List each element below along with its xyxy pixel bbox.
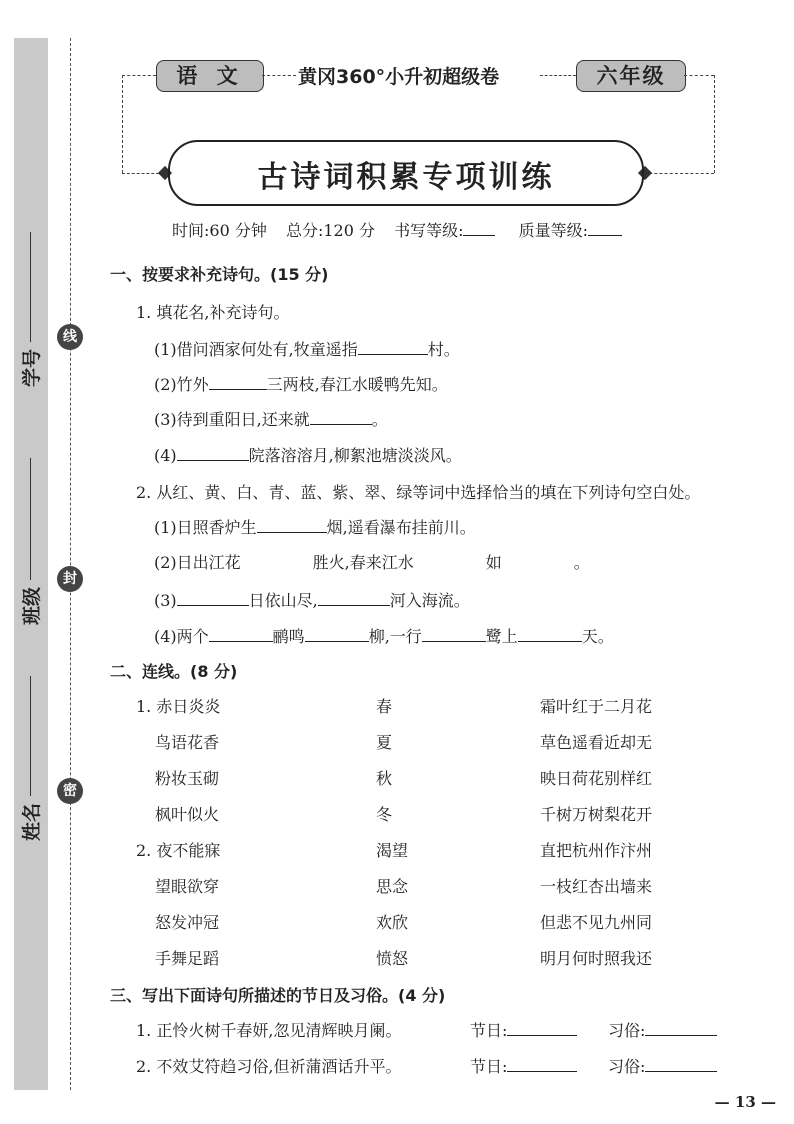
text: (3) <box>154 591 177 610</box>
answer-blank[interactable] <box>257 518 327 533</box>
text: 如 <box>485 553 502 572</box>
match-mid-item[interactable]: 夏 <box>376 733 393 752</box>
answer-blank[interactable] <box>318 591 390 606</box>
question-1-4 <box>154 443 462 466</box>
answer-blank[interactable] <box>177 446 249 461</box>
frame-line <box>684 75 714 76</box>
text: 河入海流。 <box>389 591 470 610</box>
custom-1 <box>608 1018 717 1041</box>
binding-margin <box>14 38 48 1090</box>
question-1-1 <box>154 337 460 360</box>
question-2-4 <box>154 624 614 647</box>
quality-grade-label: 质量等级: <box>518 221 588 240</box>
custom-2 <box>608 1054 717 1077</box>
text: 。 <box>371 410 388 429</box>
time-info: 时间:60 分钟 <box>172 221 267 240</box>
series-title: 黄冈360°小升初超级卷 <box>298 66 500 88</box>
text: 胜火,春来江水 <box>312 553 414 572</box>
match-right-item[interactable]: 霜叶红于二月花 <box>540 697 653 716</box>
match-right-item[interactable]: 明月何时照我还 <box>540 949 653 968</box>
seal-mark-line: 线 <box>57 324 83 350</box>
match-right-item[interactable]: 千树万树梨花开 <box>540 805 653 824</box>
answer-blank[interactable] <box>177 591 249 606</box>
text: (2)竹外 <box>154 375 209 394</box>
answer-blank[interactable] <box>209 375 267 390</box>
frame-line <box>262 75 296 76</box>
frame-line <box>122 75 123 173</box>
answer-blank[interactable] <box>422 627 486 642</box>
match-mid-item[interactable]: 春 <box>376 697 393 716</box>
match-mid-item[interactable]: 思念 <box>376 877 409 896</box>
text: 院落溶溶月,柳絮池塘淡淡风。 <box>248 446 462 465</box>
frame-line <box>122 75 156 76</box>
festival-label: 节日: <box>470 1021 508 1040</box>
section1-heading: 一、按要求补充诗句。(15 分) <box>110 265 329 284</box>
match-mid-item[interactable]: 愤怒 <box>376 949 409 968</box>
name-field[interactable] <box>30 676 31 796</box>
festival-field[interactable] <box>507 1021 577 1036</box>
class-field[interactable] <box>30 458 31 580</box>
text: (4)两个 <box>154 627 209 646</box>
answer-blank[interactable] <box>358 340 428 355</box>
seal-mark-secret: 密 <box>57 778 83 804</box>
text: (2)日出江花 <box>154 553 241 572</box>
text: 日依山尽, <box>248 591 318 610</box>
text: (3)待到重阳日,还来就 <box>154 410 310 429</box>
match-right-item[interactable]: 但悲不见九州同 <box>540 913 653 932</box>
answer-blank[interactable] <box>310 410 372 425</box>
total-info: 总分:120 分 <box>285 221 375 240</box>
festival-label: 节日: <box>470 1057 508 1076</box>
frame-line <box>540 75 576 76</box>
writing-grade-label: 书写等级: <box>394 221 464 240</box>
text: 柳,一行 <box>368 627 422 646</box>
festival-2 <box>470 1054 577 1077</box>
text: 村。 <box>427 340 460 359</box>
match-left-item[interactable]: 望眼欲穿 <box>155 877 220 896</box>
question-2: 2. 从红、黄、白、青、蓝、紫、翠、绿等词中选择恰当的填在下列诗句空白处。 <box>136 483 701 502</box>
student-id-field[interactable] <box>30 232 31 342</box>
quality-grade-field[interactable] <box>588 221 622 236</box>
text: (1)借问酒家何处有,牧童遥指 <box>154 340 358 359</box>
text: 鹭上 <box>485 627 518 646</box>
question-1-3 <box>154 407 388 430</box>
text: 烟,遥看瀑布挂前川。 <box>326 518 476 537</box>
question-1-2 <box>154 372 448 395</box>
match-left-item[interactable]: 粉妆玉砌 <box>155 769 220 788</box>
match-left-item[interactable]: 鸟语花香 <box>155 733 220 752</box>
custom-field[interactable] <box>645 1021 717 1036</box>
match-mid-item[interactable]: 秋 <box>376 769 393 788</box>
match-left-item[interactable]: 枫叶似火 <box>155 805 220 824</box>
answer-blank[interactable] <box>305 627 369 642</box>
text: 。 <box>573 553 590 572</box>
match-right-item[interactable]: 直把杭州作汴州 <box>540 841 653 860</box>
page-title: 古诗词积累专项训练 <box>257 160 555 195</box>
festival-field[interactable] <box>507 1057 577 1072</box>
question-2-1 <box>154 515 476 538</box>
match-mid-item[interactable]: 渴望 <box>376 841 409 860</box>
exam-info <box>172 218 636 241</box>
student-id-label: 学号 <box>21 349 43 388</box>
match-left-item[interactable]: 手舞足蹈 <box>155 949 220 968</box>
cut-line <box>70 38 71 1090</box>
match-left-item[interactable]: 怒发冲冠 <box>155 913 220 932</box>
question-2-2 <box>154 550 590 573</box>
custom-label: 习俗: <box>608 1057 646 1076</box>
text: 鹂鸣 <box>272 627 305 646</box>
match-left-item[interactable]: 1. 赤日炎炎 <box>136 697 221 716</box>
grade-pill: 六年级 <box>576 60 686 92</box>
custom-label: 习俗: <box>608 1021 646 1040</box>
text: 天。 <box>581 627 614 646</box>
festival-1 <box>470 1018 577 1041</box>
subject-pill: 语 文 <box>156 60 264 92</box>
custom-field[interactable] <box>645 1057 717 1072</box>
section2-heading: 二、连线。(8 分) <box>110 662 238 681</box>
frame-line <box>644 173 714 174</box>
answer-blank[interactable] <box>209 627 273 642</box>
class-label: 班级 <box>21 587 43 626</box>
writing-grade-field[interactable] <box>463 221 495 236</box>
page-number: — 13 — <box>714 1093 776 1111</box>
text: (1)日照香炉生 <box>154 518 257 537</box>
section3-heading: 三、写出下面诗句所描述的节日及习俗。(4 分) <box>110 986 446 1005</box>
match-right-item[interactable]: 映日荷花别样红 <box>540 769 653 788</box>
name-label: 姓名 <box>21 803 43 842</box>
match-mid-item[interactable]: 欢欣 <box>376 913 409 932</box>
match-right-item[interactable]: 一枝红杏出墙来 <box>540 877 653 896</box>
match-mid-item[interactable]: 冬 <box>376 805 393 824</box>
answer-blank[interactable] <box>518 627 582 642</box>
match-right-item[interactable]: 草色遥看近却无 <box>540 733 653 752</box>
match-left-item[interactable]: 2. 夜不能寐 <box>136 841 221 860</box>
section3-question-1: 1. 正怜火树千春妍,忽见清辉映月阑。 <box>136 1021 402 1040</box>
text: (4) <box>154 446 177 465</box>
frame-line <box>714 75 715 173</box>
question-1: 1. 填花名,补充诗句。 <box>136 303 290 322</box>
seal-mark-seal: 封 <box>57 566 83 592</box>
text: 三两枝,春江水暖鸭先知。 <box>266 375 448 394</box>
question-2-3 <box>154 588 470 611</box>
section3-question-2: 2. 不效艾符趋习俗,但祈蒲酒话升平。 <box>136 1057 402 1076</box>
